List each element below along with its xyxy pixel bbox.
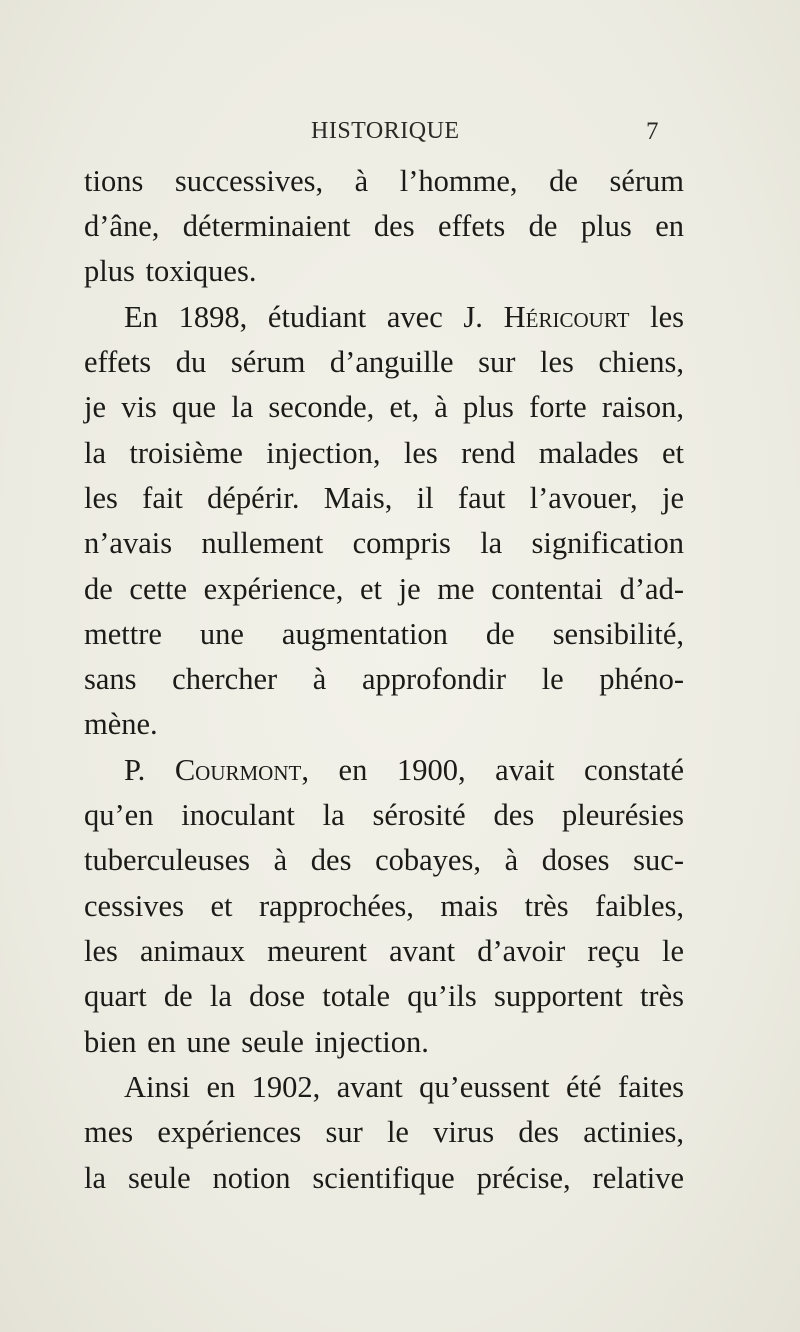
text-line: qu’en inoculant la sérosité des pleurésies bbox=[84, 798, 684, 832]
text-line: mène. bbox=[84, 707, 158, 741]
author-name-courmont: Courmont bbox=[174, 753, 302, 787]
text-line: plus toxiques. bbox=[84, 254, 257, 288]
text-line: les animaux meurent avant d’avoir reçu le bbox=[84, 934, 684, 968]
text-run: P. bbox=[124, 753, 175, 787]
text-run: les bbox=[629, 300, 684, 334]
text-line: de cette expérience, et je me contentai d’ad- bbox=[84, 572, 684, 606]
text-line: la troisième injection, les rend malades et bbox=[84, 436, 684, 470]
paragraph-start-courmont bbox=[124, 748, 684, 792]
text-line: tuberculeuses à des cobayes, à doses suc- bbox=[84, 843, 684, 877]
text-line: les fait dépérir. Mais, il faut l’avouer, je bbox=[84, 481, 684, 515]
text-line: je vis que la seconde, et, à plus forte raison, bbox=[84, 390, 684, 424]
text-line: la seule notion scientifique précise, relative bbox=[84, 1161, 684, 1195]
running-title: HISTORIQUE bbox=[311, 118, 460, 144]
text-run: , en 1900, avait constaté bbox=[301, 753, 684, 787]
text-line: mettre une augmentation de sensibilité, bbox=[84, 617, 684, 651]
text-line: tions successives, à l’homme, de sérum bbox=[84, 164, 684, 198]
paragraph-start-hericourt bbox=[124, 295, 684, 339]
text-run: En 1898, étudiant avec J. bbox=[124, 300, 504, 334]
paragraph-start-ainsi: Ainsi en 1902, avant qu’eussent été faites bbox=[124, 1070, 684, 1104]
text-line: quart de la dose totale qu’ils supportent très bbox=[84, 979, 684, 1013]
text-line: n’avais nullement compris la signification bbox=[84, 526, 684, 560]
page-number: 7 bbox=[646, 118, 659, 145]
text-line: d’âne, déterminaient des effets de plus en bbox=[84, 209, 684, 243]
running-head bbox=[0, 118, 800, 148]
text-line: effets du sérum d’anguille sur les chiens, bbox=[84, 345, 684, 379]
text-line: cessives et rapprochées, mais très faibles, bbox=[84, 889, 684, 923]
text-line: sans chercher à approfondir le phéno- bbox=[84, 662, 684, 696]
author-name-hericourt: Héricourt bbox=[503, 300, 630, 334]
text-line: mes expériences sur le virus des actinies, bbox=[84, 1115, 684, 1149]
text-line: bien en une seule injection. bbox=[84, 1025, 429, 1059]
